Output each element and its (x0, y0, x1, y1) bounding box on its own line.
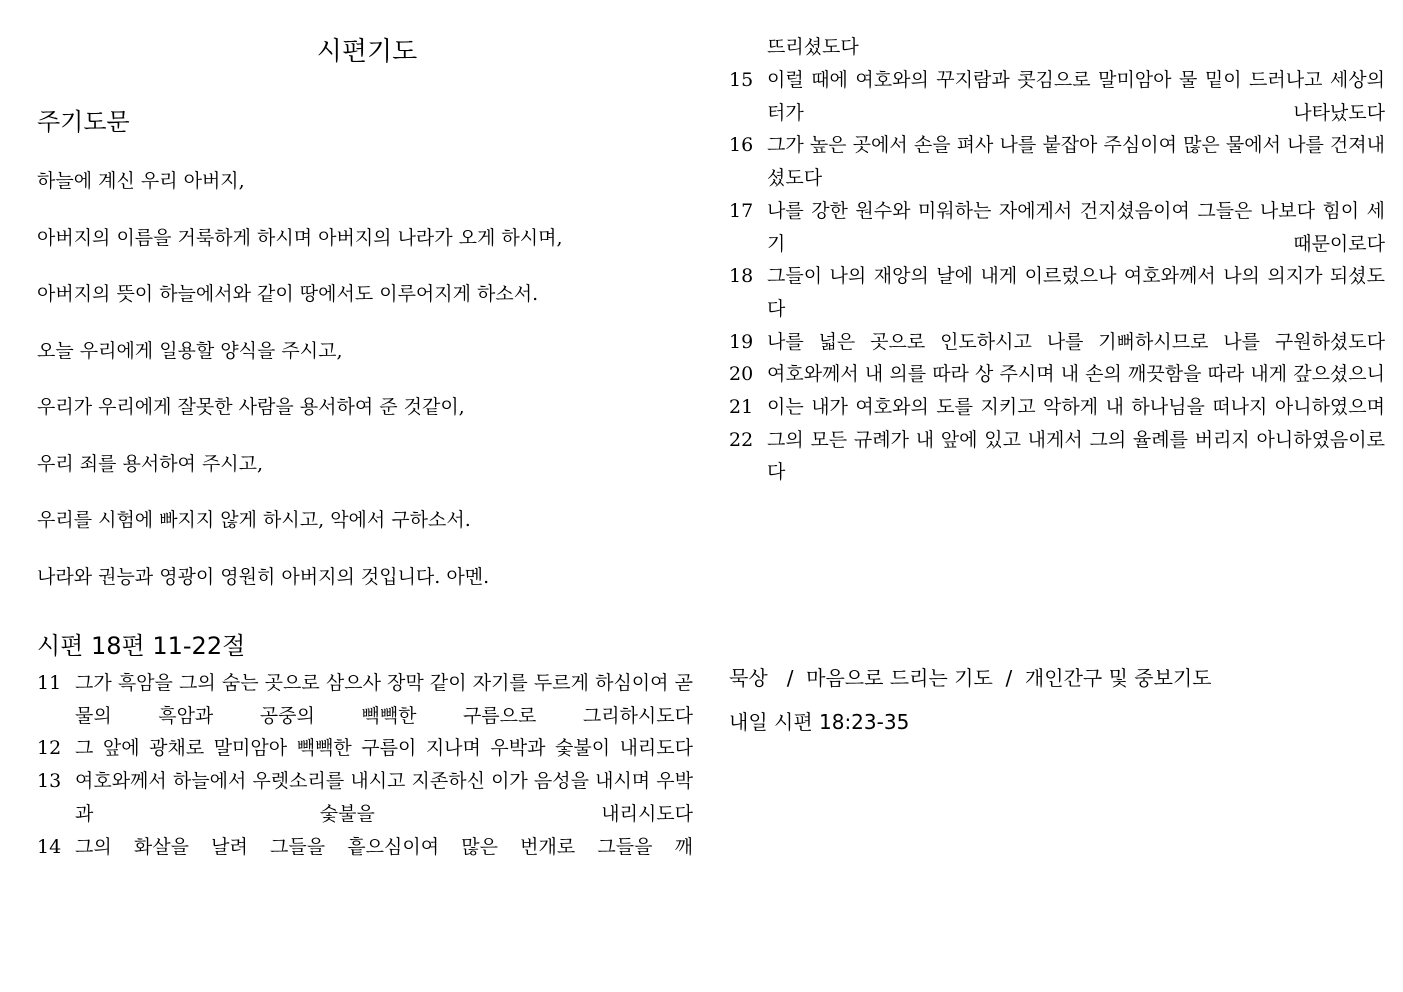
verse-text: 그가 높은 곳에서 손을 펴사 나를 붙잡아 주심이여 많은 물에서 나를 건져내셨도다 (767, 134, 1385, 190)
prayer-line: 아버지의 뜻이 하늘에서와 같이 땅에서도 이루어지게 하소서. (37, 283, 539, 305)
verse-text: 이는 내가 여호와의 도를 지키고 악하게 내 하나님을 떠나지 아니하였으며 (767, 396, 1385, 419)
verse-number: 14 (37, 835, 62, 858)
verse-text: 나를 강한 원수와 미워하는 자에게서 건지셨음이여 그들은 나보다 힘이 세기 때문이로다 (767, 199, 1385, 255)
verse-number: 11 (37, 672, 62, 694)
verse-number: 12 (37, 737, 62, 760)
verse-text: 그의 화살을 날려 그들을 흩으심이여 많은 번개로 그들을 깨 (75, 835, 693, 858)
lords-prayer-text (37, 165, 697, 617)
verse-text: 그 앞에 광채로 말미암아 빽빽한 구름이 지나며 우박과 숯불이 내리도다 (75, 737, 693, 760)
verse-number: 20 (729, 363, 754, 386)
verse-text: 그들이 나의 재앙의 날에 내게 이르렀으나 여호와께서 나의 의지가 되셨도다 (767, 265, 1385, 320)
verse-text: 그가 흑암을 그의 숨는 곳으로 삼으사 장막 같이 자기를 두르게 하심이여 곧 물의 흑암과 공중의 빽빽한 구름으로 그리하시도다 (75, 672, 693, 727)
psalm-verses-right (729, 64, 1385, 489)
prayer-line: 우리를 시험에 빠지지 않게 하시고, 악에서 구하소서. (37, 509, 471, 531)
verse-21 (729, 391, 1385, 424)
verse-20 (729, 358, 1385, 391)
verse-number: 19 (729, 330, 754, 353)
verse-number: 21 (729, 396, 754, 419)
lords-prayer-heading: 주기도문 (37, 108, 130, 136)
verse-17 (729, 195, 1385, 260)
verse-number: 16 (729, 134, 754, 157)
verse-15 (729, 64, 1385, 129)
verse-text: 나를 넓은 곳으로 인도하시고 나를 기뻐하시므로 나를 구원하셨도다 (767, 330, 1385, 353)
verse-14 (37, 831, 693, 864)
verse-number: 17 (729, 199, 754, 222)
prayer-line: 하늘에 계신 우리 아버지, (37, 170, 245, 192)
verse-12 (37, 732, 693, 765)
verse-text: 여호와께서 내 의를 따라 상 주시며 내 손의 깨끗함을 따라 내게 갚으셨으니 (767, 363, 1385, 386)
verse-18 (729, 260, 1385, 325)
verse-text: 그의 모든 규례가 내 앞에 있고 내게서 그의 율례를 버리지 아니하였음이로다 (767, 428, 1385, 484)
verse-22 (729, 424, 1385, 489)
verse-19 (729, 326, 1385, 359)
prayer-line: 나라와 권능과 영광이 영원히 아버지의 것입니다. 아멘. (37, 565, 490, 588)
psalm-heading: 시편 18편 11-22절 (37, 632, 246, 660)
verse-number: 15 (729, 69, 754, 91)
prayer-line: 우리 죄를 용서하여 주시고, (37, 452, 264, 475)
worship-order-line: 묵상 / 마음으로 드리는 기도 / 개인간구 및 중보기도 (729, 666, 1212, 690)
verse-number: 22 (729, 428, 754, 451)
verse-number: 13 (37, 770, 62, 793)
verse-11 (37, 667, 693, 732)
verse-text: 이럴 때에 여호와의 꾸지람과 콧김으로 말미암아 물 밑이 드러나고 세상의 터가 나타났도다 (767, 69, 1385, 124)
psalm-verses-left (37, 667, 693, 863)
prayer-line: 아버지의 이름을 거룩하게 하시며 아버지의 나라가 오게 하시며, (37, 226, 563, 249)
verse-14-continuation: 뜨리셨도다 (767, 36, 859, 58)
prayer-line: 오늘 우리에게 일용할 양식을 주시고, (37, 339, 343, 362)
prayer-line: 우리가 우리에게 잘못한 사람을 용서하여 준 것같이, (37, 396, 465, 418)
verse-13 (37, 765, 693, 830)
page-title: 시편기도 (316, 37, 418, 67)
verse-16 (729, 129, 1385, 194)
verse-text: 여호와께서 하늘에서 우렛소리를 내시고 지존하신 이가 음성을 내시며 우박과 숯불을 내리시도다 (75, 770, 693, 825)
tomorrow-reading: 내일 시편 18:23-35 (729, 710, 910, 734)
verse-number: 18 (729, 265, 754, 288)
